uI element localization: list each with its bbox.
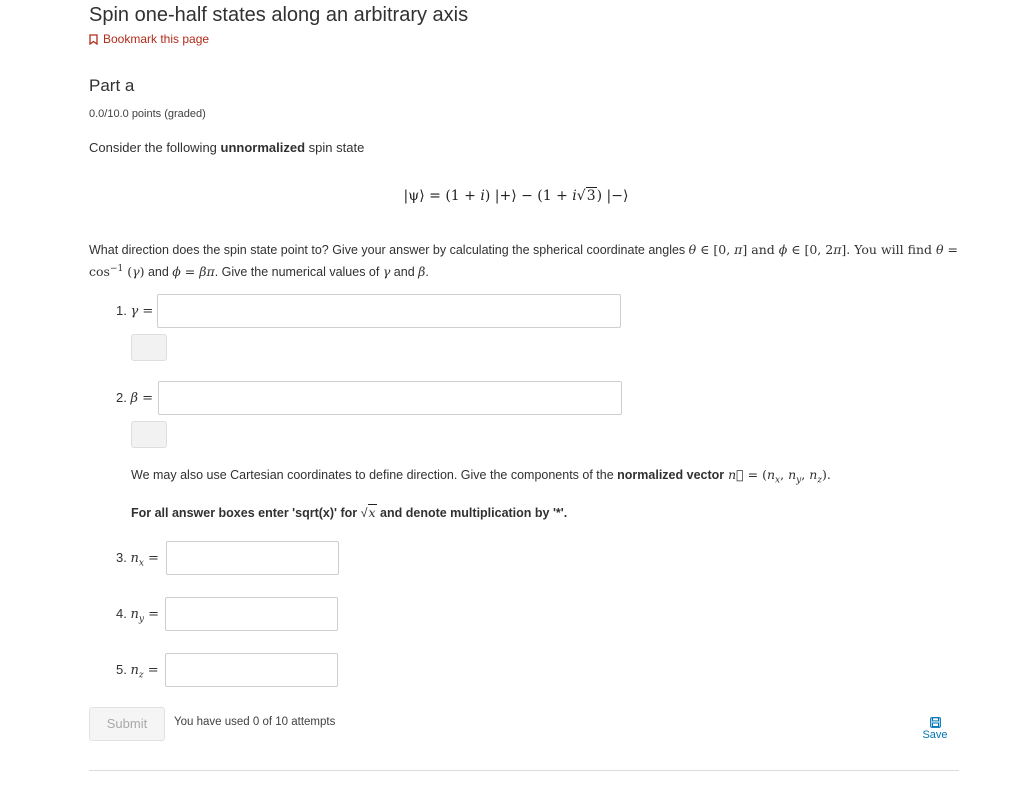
answer-label-nz: 5. $n_z$ =	[116, 662, 159, 681]
answer-label-nx: 3. $n_x$ =	[116, 550, 159, 569]
beta-preview-button[interactable]	[131, 421, 167, 448]
beta-input[interactable]	[158, 381, 622, 415]
nz-input[interactable]	[165, 653, 338, 687]
problem-prompt: Consider the following unnormalized spin state	[89, 140, 365, 155]
spin-state-equation: |ψ⟩ = (1 + i) |+⟩ − (1 + i√3) |−⟩	[403, 188, 629, 204]
nx-input[interactable]	[166, 541, 339, 575]
question-text: What direction does the spin state point to? Give your answer by calculating the spherical coordinate angles θ ∈ [0, π] and ϕ ∈ [0, 2π]. You will find $\theta = \cos^{-1} (\gamma)$ and ϕ = βπ. Give the numerical values of γ and β.	[89, 242, 958, 280]
page-title: Spin one-half states along an arbitrary axis	[89, 4, 469, 26]
answer-label-gamma: 1. γ =	[116, 303, 154, 319]
bookmark-label: Bookmark this page	[103, 32, 210, 46]
answer-label-ny: 4. $n_y$ =	[116, 606, 159, 625]
answer-label-beta: 2. β =	[116, 390, 154, 406]
input-format-note: For all answer boxes enter 'sqrt(x)' for √x and denote multiplication by '*'.	[131, 505, 568, 520]
cartesian-instructions: We may also use Cartesian coordinates to define direction. Give the components of the normalized vector n⃗ = ($n_x$, $n_y$, $n_z$).	[131, 467, 831, 486]
save-button[interactable]	[918, 717, 952, 741]
ny-input[interactable]	[165, 597, 338, 631]
gamma-input[interactable]	[157, 294, 621, 328]
gamma-preview-button[interactable]	[131, 334, 167, 361]
save-label: Save	[922, 729, 948, 741]
points-status: 0.0/10.0 points (graded)	[89, 108, 206, 120]
attempts-status: You have used 0 of 10 attempts	[174, 716, 336, 728]
part-title: Part a	[89, 76, 135, 95]
submit-button[interactable]: Submit	[89, 707, 165, 741]
save-icon	[930, 717, 941, 728]
section-divider	[89, 770, 959, 771]
bookmark-icon	[89, 34, 98, 45]
bookmark-button[interactable]	[89, 32, 209, 46]
